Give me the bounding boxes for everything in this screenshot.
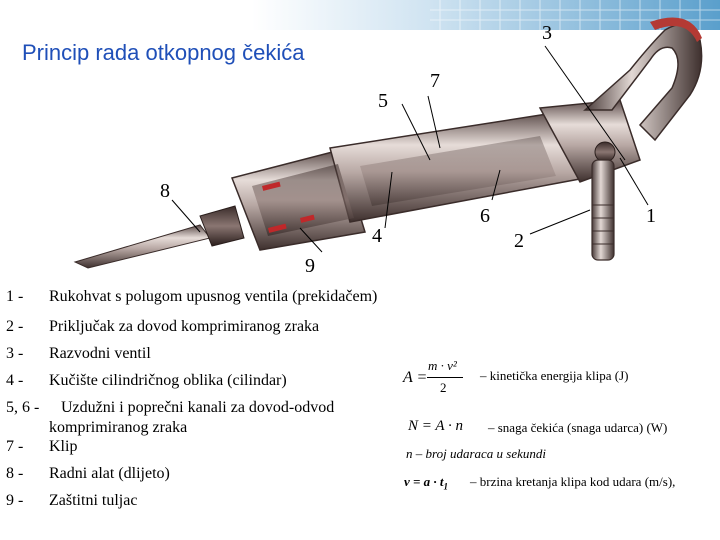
fraction-bar bbox=[427, 377, 463, 378]
chisel-tool bbox=[75, 206, 244, 268]
callout-1: 1 bbox=[646, 205, 656, 227]
legend-text: Uzdužni i poprečni kanali za dovod-odvod bbox=[61, 399, 335, 416]
legend-text: Klip bbox=[49, 438, 78, 455]
n-description: n – broj udaraca u sekundi bbox=[406, 446, 546, 461]
energy-formula-numerator: m · v² bbox=[428, 358, 457, 373]
legend-text: Radni alat (dlijeto) bbox=[49, 465, 170, 482]
energy-formula-lhs: A = bbox=[403, 369, 428, 386]
energy-formula-denominator: 2 bbox=[440, 380, 447, 395]
legend-number: 7 - bbox=[6, 438, 24, 455]
energy-description: – kinetička energija klipa (J) bbox=[480, 368, 629, 383]
callout-2: 2 bbox=[514, 230, 524, 252]
velocity-description: – brzina kretanja klipa kod udara (m/s), bbox=[470, 474, 676, 489]
power-formula: N = A · n bbox=[408, 418, 463, 434]
legend-text: Zaštitni tuljac bbox=[49, 492, 138, 509]
callout-9: 9 bbox=[305, 255, 315, 277]
legend-number: 3 - bbox=[6, 345, 24, 362]
callout-3: 3 bbox=[542, 22, 552, 44]
legend-text: Kučište cilindričnog oblika (cilindar) bbox=[49, 372, 287, 389]
velocity-formula-subscript: 1 bbox=[443, 481, 449, 492]
legend-number: 8 - bbox=[6, 465, 24, 482]
legend-text: Rukohvat s polugom upusnog ventila (prekidačem) bbox=[49, 288, 378, 305]
callout-6: 6 bbox=[480, 205, 490, 227]
power-description: – snaga čekića (snaga udarca) (W) bbox=[488, 420, 668, 435]
callout-4: 4 bbox=[372, 225, 382, 247]
callout-5: 5 bbox=[378, 90, 388, 112]
callout-7: 7 bbox=[430, 70, 440, 92]
legend-number: 1 - bbox=[6, 288, 24, 305]
legend-number: 2 - bbox=[6, 318, 24, 335]
legend-number: 9 - bbox=[6, 492, 24, 509]
legend-number: 5, 6 - bbox=[6, 399, 40, 416]
page-title: Princip rada otkopnog čekića bbox=[22, 40, 305, 65]
cylinder-body bbox=[232, 112, 585, 250]
legend-text: Razvodni ventil bbox=[49, 345, 151, 362]
velocity-formula-main: v = a · t bbox=[404, 474, 444, 489]
callout-8: 8 bbox=[160, 180, 170, 202]
air-connector bbox=[592, 160, 614, 260]
legend-text: komprimiranog zraka bbox=[49, 419, 188, 436]
legend-text: Priključak za dovod komprimiranog zraka bbox=[49, 318, 320, 335]
legend-number: 4 - bbox=[6, 372, 24, 389]
velocity-formula bbox=[404, 474, 448, 492]
